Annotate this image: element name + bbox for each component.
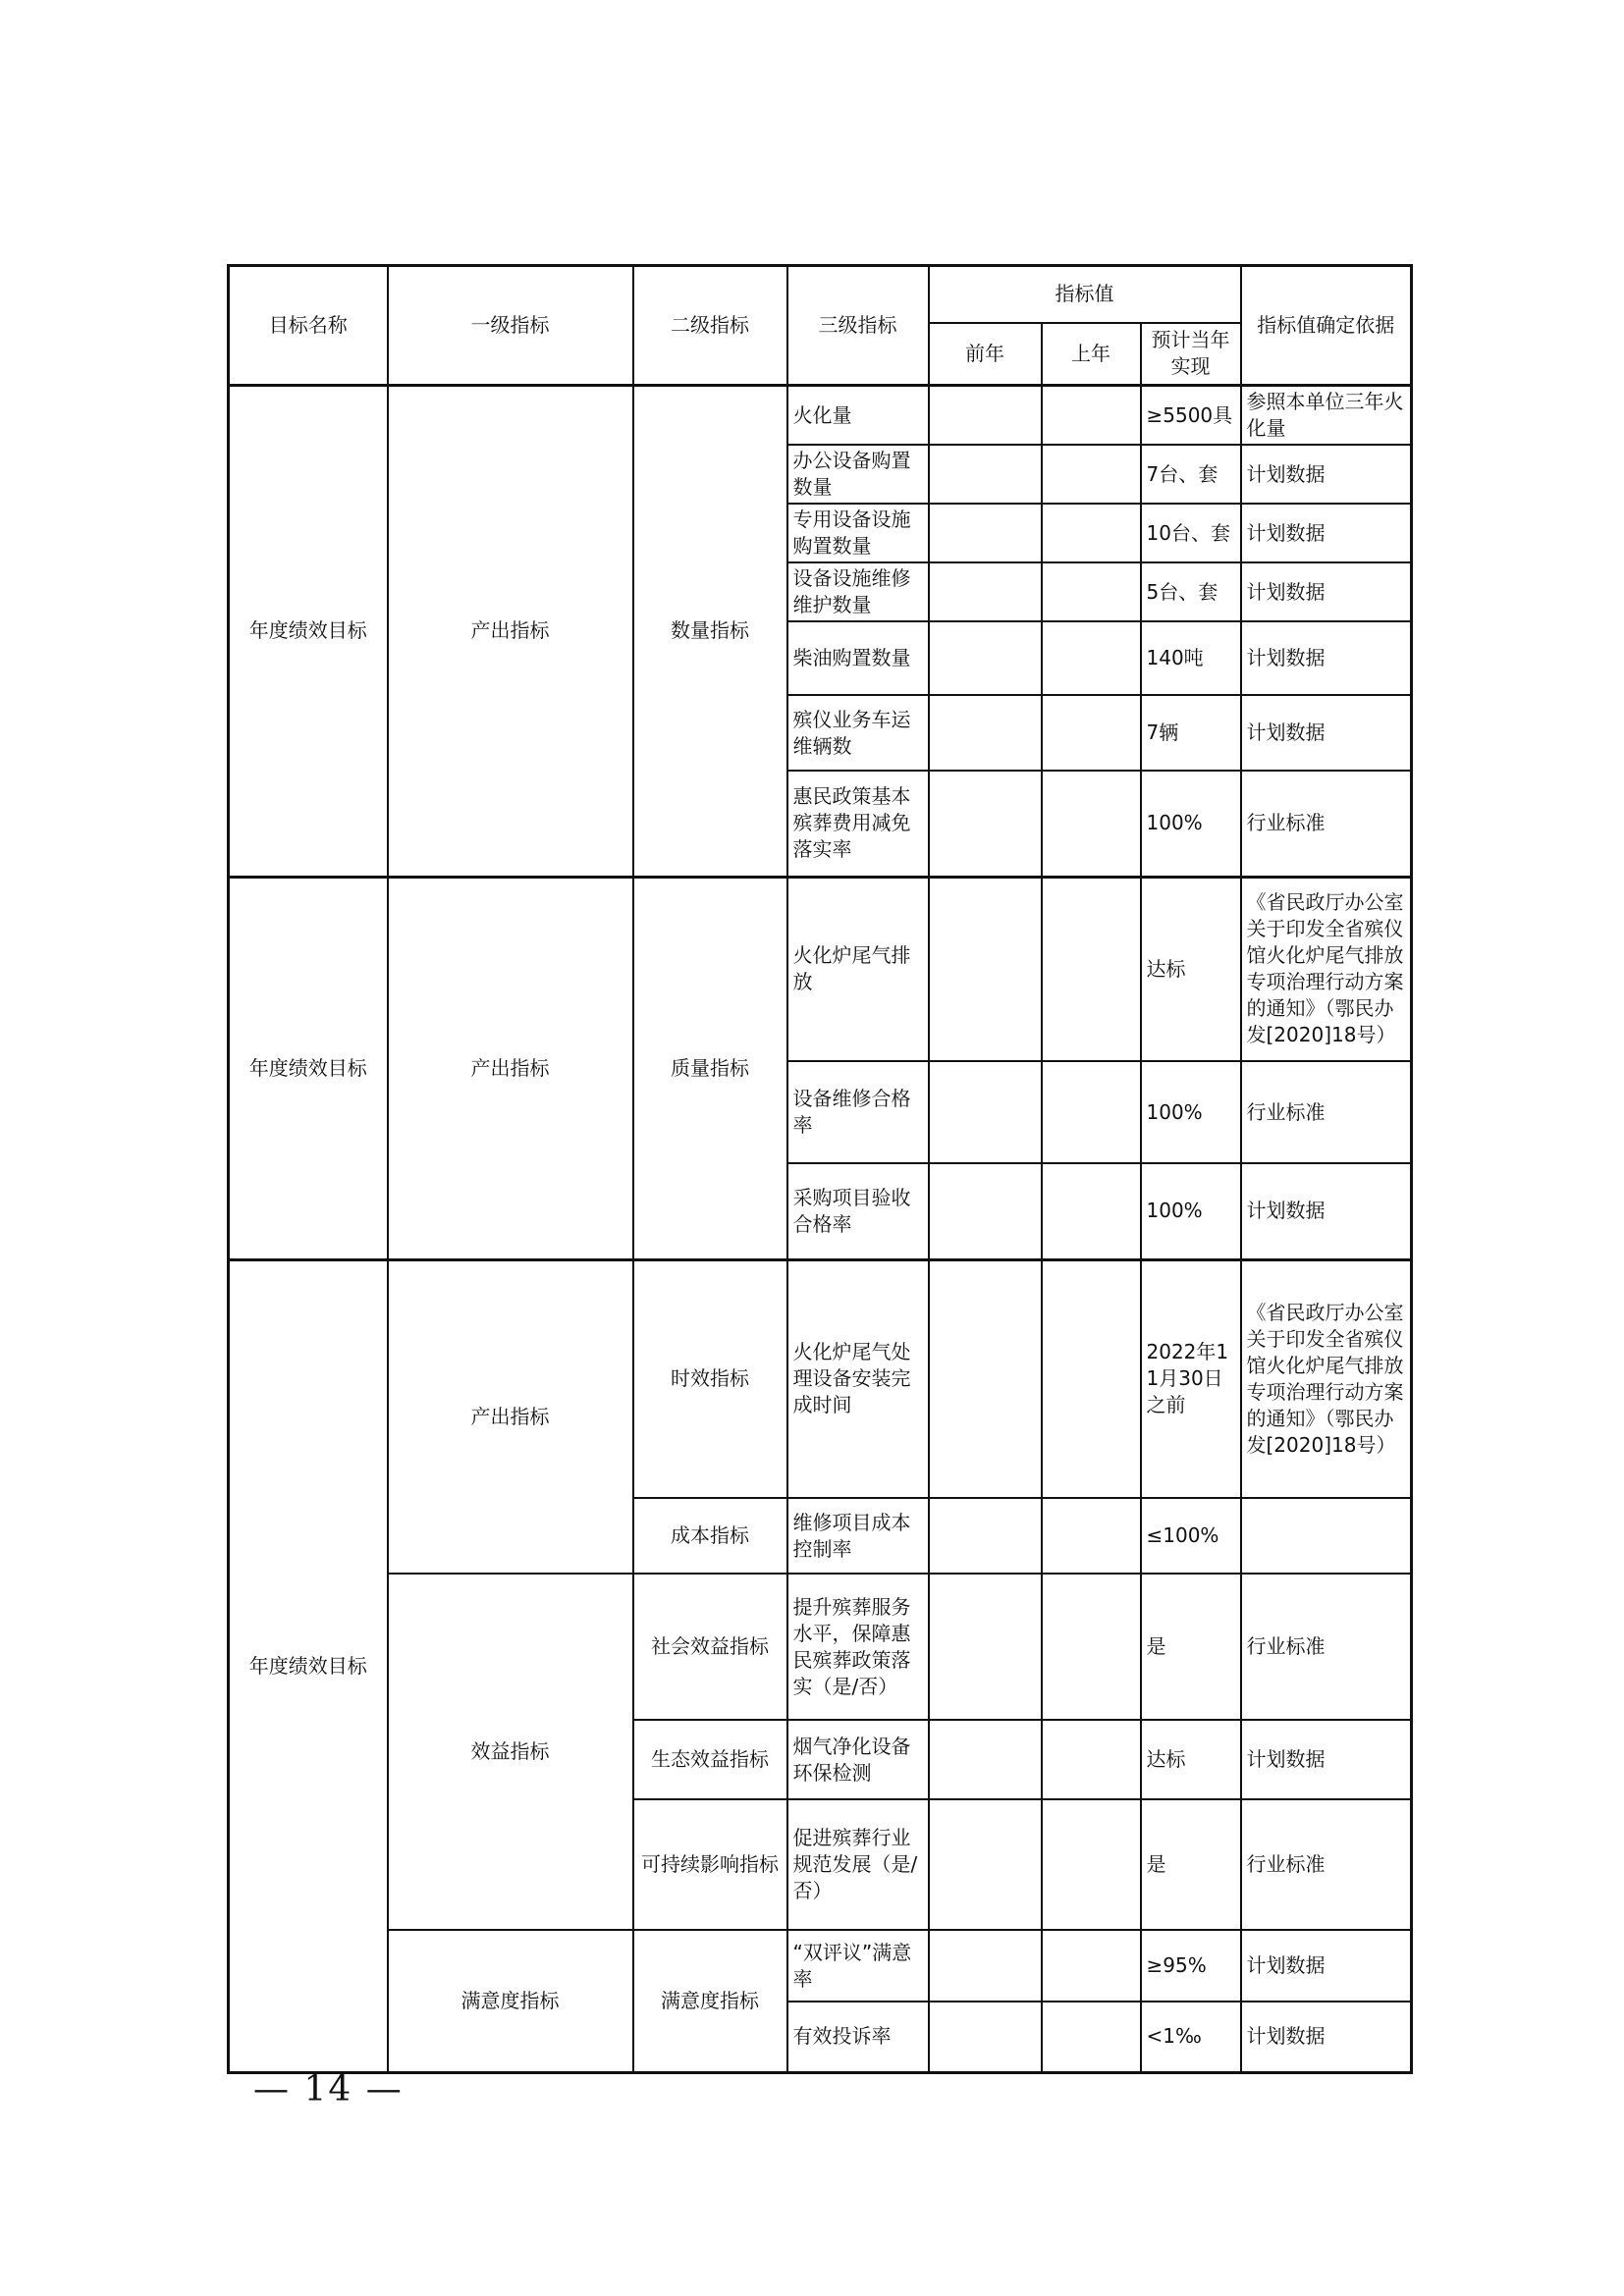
expected-value: 10台、套	[1141, 504, 1241, 562]
basis-value: 行业标准	[1241, 1799, 1412, 1930]
last-year-value	[1042, 445, 1141, 504]
header-prev-year: 前年	[929, 323, 1042, 386]
basis-value: 计划数据	[1241, 1720, 1412, 1799]
level3-indicator: 采购项目验收合格率	[787, 1163, 929, 1259]
expected-value: 达标	[1141, 1720, 1241, 1799]
level1-indicator: 效益指标	[388, 1574, 633, 1930]
basis-value: 计划数据	[1241, 504, 1412, 562]
goal-name: 年度绩效目标	[229, 1259, 388, 2072]
prev-year-value	[929, 504, 1042, 562]
goal-name: 年度绩效目标	[229, 386, 388, 878]
table-row	[229, 1930, 1412, 2002]
level2-indicator: 时效指标	[633, 1259, 787, 1498]
header-expected: 预计当年实现	[1141, 323, 1241, 386]
basis-value: 计划数据	[1241, 1930, 1412, 2002]
level3-indicator: 火化炉尾气处理设备安装完成时间	[787, 1259, 929, 1498]
performance-table	[227, 264, 1413, 2074]
header-level2: 二级指标	[633, 266, 787, 386]
prev-year-value	[929, 771, 1042, 877]
level2-indicator: 满意度指标	[633, 1930, 787, 2072]
expected-value: 2022年11月30日之前	[1141, 1259, 1241, 1498]
level3-indicator: 柴油购置数量	[787, 621, 929, 695]
level3-indicator: 殡仪业务车运维辆数	[787, 695, 929, 771]
prev-year-value	[929, 1259, 1042, 1498]
basis-value: 参照本单位三年火化量	[1241, 386, 1412, 446]
last-year-value	[1042, 771, 1141, 877]
level1-indicator: 产出指标	[388, 877, 633, 1259]
last-year-value	[1042, 1259, 1141, 1498]
level3-indicator: 火化炉尾气排放	[787, 877, 929, 1061]
last-year-value	[1042, 1930, 1141, 2002]
prev-year-value	[929, 1574, 1042, 1720]
basis-value: 计划数据	[1241, 621, 1412, 695]
last-year-value	[1042, 1720, 1141, 1799]
level2-indicator: 成本指标	[633, 1498, 787, 1574]
expected-value: 100%	[1141, 1163, 1241, 1259]
last-year-value	[1042, 1799, 1141, 1930]
last-year-value	[1042, 695, 1141, 771]
level1-indicator: 满意度指标	[388, 1930, 633, 2072]
expected-value: 是	[1141, 1574, 1241, 1720]
header-basis: 指标值确定依据	[1241, 266, 1412, 386]
level2-indicator: 数量指标	[633, 386, 787, 878]
level3-indicator: 维修项目成本控制率	[787, 1498, 929, 1574]
prev-year-value	[929, 562, 1042, 621]
level1-indicator: 产出指标	[388, 386, 633, 878]
expected-value: 100%	[1141, 771, 1241, 877]
prev-year-value	[929, 1720, 1042, 1799]
level2-indicator: 可持续影响指标	[633, 1799, 787, 1930]
table-body	[229, 266, 1412, 2073]
prev-year-value	[929, 1498, 1042, 1574]
expected-value: 7台、套	[1141, 445, 1241, 504]
table-row	[229, 1574, 1412, 1720]
level3-indicator: 专用设备设施购置数量	[787, 504, 929, 562]
prev-year-value	[929, 386, 1042, 446]
last-year-value	[1042, 2002, 1141, 2072]
basis-value: 计划数据	[1241, 695, 1412, 771]
level3-indicator: 烟气净化设备环保检测	[787, 1720, 929, 1799]
level3-indicator: 设备维修合格率	[787, 1061, 929, 1163]
header-level1: 一级指标	[388, 266, 633, 386]
level3-indicator: 惠民政策基本殡葬费用减免落实率	[787, 771, 929, 877]
basis-value	[1241, 1498, 1412, 1574]
prev-year-value	[929, 445, 1042, 504]
basis-value: 行业标准	[1241, 1574, 1412, 1720]
header-indicator-value: 指标值	[929, 266, 1241, 323]
level2-indicator: 生态效益指标	[633, 1720, 787, 1799]
header-row	[229, 266, 1412, 323]
level3-indicator: 火化量	[787, 386, 929, 446]
last-year-value	[1042, 1498, 1141, 1574]
level3-indicator: 促进殡葬行业规范发展（是/否）	[787, 1799, 929, 1930]
page-number: — 14 —	[253, 2069, 404, 2109]
last-year-value	[1042, 1574, 1141, 1720]
prev-year-value	[929, 695, 1042, 771]
level2-indicator: 质量指标	[633, 877, 787, 1259]
expected-value: ≥95%	[1141, 1930, 1241, 2002]
expected-value: 7辆	[1141, 695, 1241, 771]
basis-value: 计划数据	[1241, 1163, 1412, 1259]
basis-value: 《省民政厅办公室关于印发全省殡仪馆火化炉尾气排放专项治理行动方案的通知》（鄂民办发[2020]18号）	[1241, 877, 1412, 1061]
last-year-value	[1042, 562, 1141, 621]
header-goal-name: 目标名称	[229, 266, 388, 386]
prev-year-value	[929, 1163, 1042, 1259]
level3-indicator: 办公设备购置数量	[787, 445, 929, 504]
level3-indicator: 设备设施维修维护数量	[787, 562, 929, 621]
expected-value: ≥5500具	[1141, 386, 1241, 446]
prev-year-value	[929, 1799, 1042, 1930]
prev-year-value	[929, 1930, 1042, 2002]
last-year-value	[1042, 1163, 1141, 1259]
table-row	[229, 386, 1412, 446]
level3-indicator: “双评议”满意率	[787, 1930, 929, 2002]
prev-year-value	[929, 621, 1042, 695]
expected-value: 140吨	[1141, 621, 1241, 695]
prev-year-value	[929, 2002, 1042, 2072]
last-year-value	[1042, 504, 1141, 562]
expected-value: 100%	[1141, 1061, 1241, 1163]
expected-value: 5台、套	[1141, 562, 1241, 621]
basis-value: 行业标准	[1241, 771, 1412, 877]
basis-value: 计划数据	[1241, 562, 1412, 621]
goal-name: 年度绩效目标	[229, 877, 388, 1259]
basis-value: 计划数据	[1241, 445, 1412, 504]
last-year-value	[1042, 1061, 1141, 1163]
level3-indicator: 提升殡葬服务水平，保障惠民殡葬政策落实（是/否）	[787, 1574, 929, 1720]
expected-value: ≤100%	[1141, 1498, 1241, 1574]
table-row	[229, 1259, 1412, 1498]
last-year-value	[1042, 877, 1141, 1061]
level3-indicator: 有效投诉率	[787, 2002, 929, 2072]
prev-year-value	[929, 1061, 1042, 1163]
expected-value: 达标	[1141, 877, 1241, 1061]
last-year-value	[1042, 386, 1141, 446]
level2-indicator: 社会效益指标	[633, 1574, 787, 1720]
header-level3: 三级指标	[787, 266, 929, 386]
prev-year-value	[929, 877, 1042, 1061]
last-year-value	[1042, 621, 1141, 695]
basis-value: 《省民政厅办公室关于印发全省殡仪馆火化炉尾气排放专项治理行动方案的通知》（鄂民办发[2020]18号）	[1241, 1259, 1412, 1498]
basis-value: 计划数据	[1241, 2002, 1412, 2072]
expected-value: 是	[1141, 1799, 1241, 1930]
basis-value: 行业标准	[1241, 1061, 1412, 1163]
table-row	[229, 877, 1412, 1061]
header-last-year: 上年	[1042, 323, 1141, 386]
expected-value: <1‰	[1141, 2002, 1241, 2072]
level1-indicator: 产出指标	[388, 1259, 633, 1574]
